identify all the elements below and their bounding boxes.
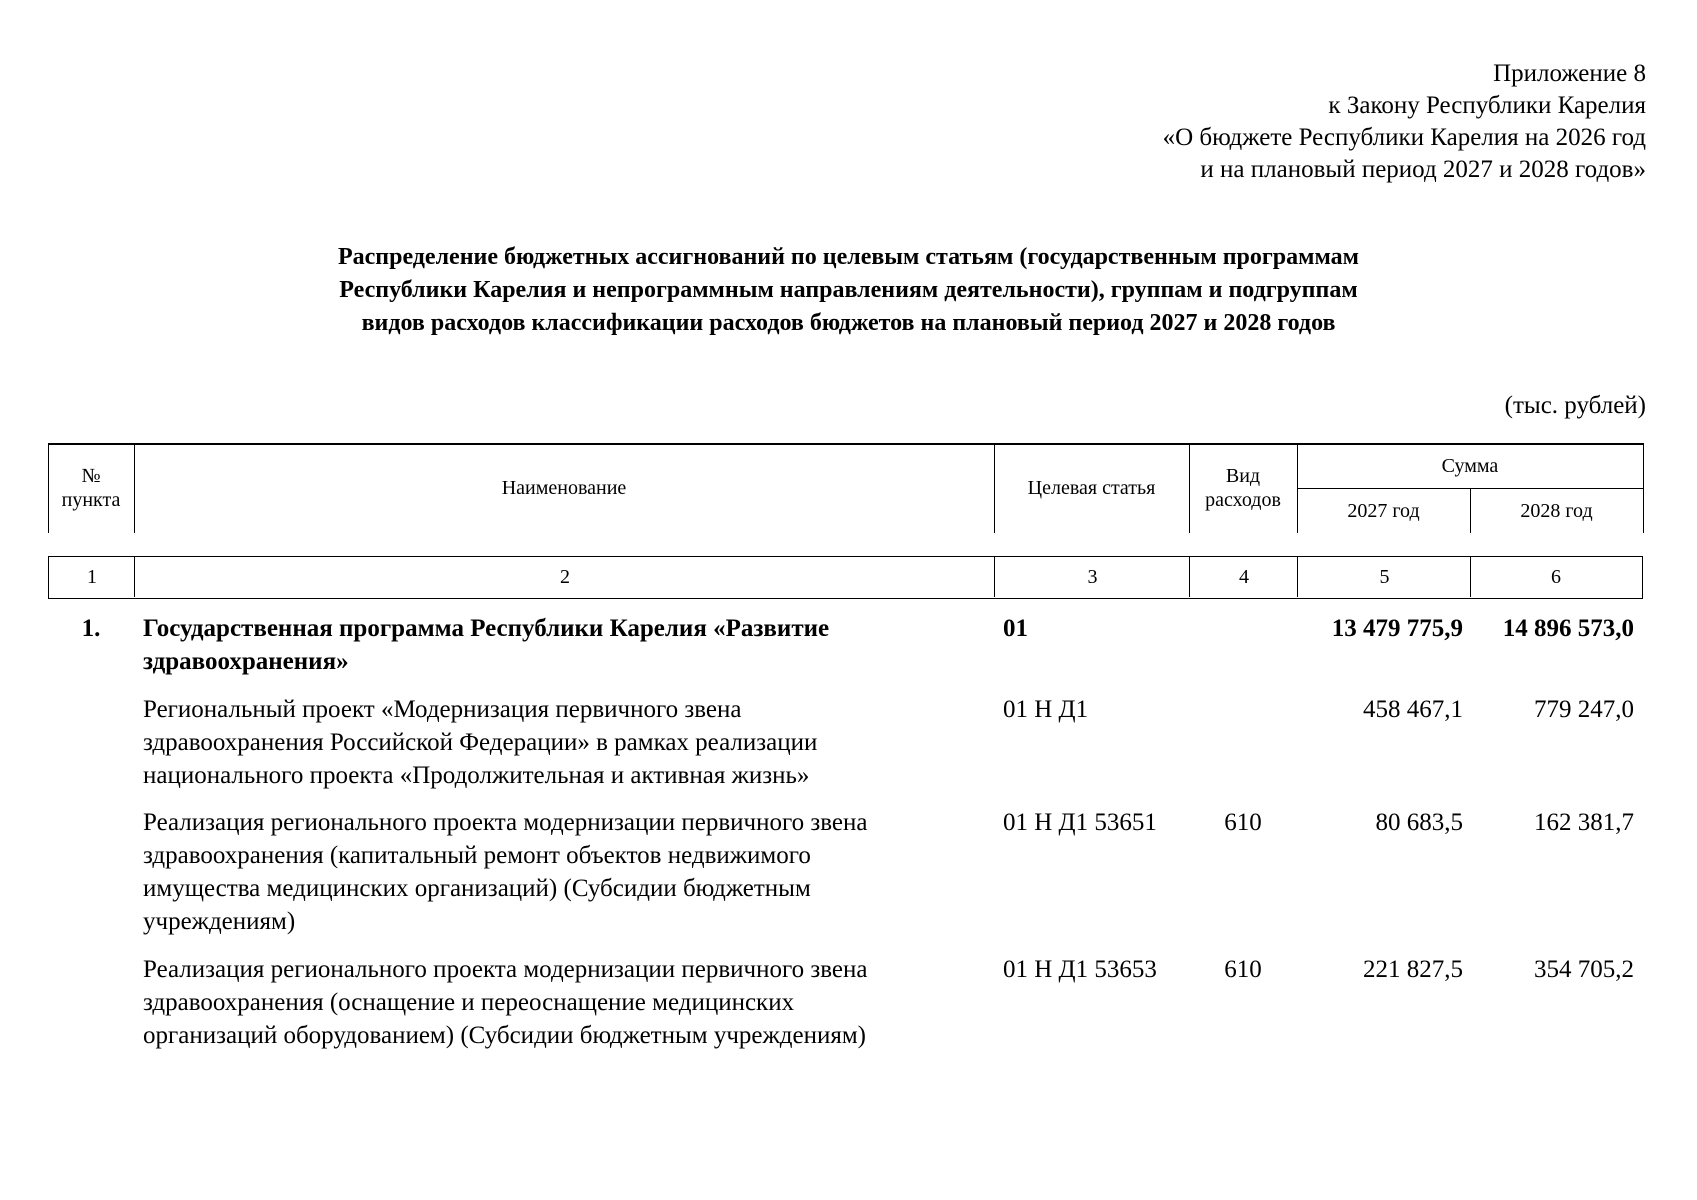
- row-name: Государственная программа Республики Карелия «Развитие здравоохранения»: [143, 615, 830, 675]
- row-amount-2028: 354 705,2: [1534, 956, 1634, 983]
- column-number: 5: [1379, 565, 1390, 588]
- title-line-2: Республики Карелия и непрограммным направлениям деятельности), группам и подгруппам: [339, 277, 1358, 303]
- table-header: [48, 443, 1643, 533]
- header-year2-label: 2028 год: [1520, 499, 1593, 522]
- column-number: 2: [560, 565, 570, 588]
- row-amount-2027: 221 827,5: [1363, 956, 1463, 983]
- header-year1-label: 2027 год: [1347, 499, 1420, 522]
- header-code-label: Целевая статья: [1027, 477, 1156, 499]
- header-num-symbol: №: [81, 465, 101, 487]
- row-amount-2028: 779 247,0: [1534, 696, 1634, 723]
- row-number: 1.: [81, 615, 101, 642]
- row-amount-2027: 13 479 775,9: [1331, 615, 1463, 642]
- header-name-cell: [134, 443, 994, 533]
- row-amount-2027: 458 467,1: [1363, 696, 1463, 723]
- document-title: [0, 241, 1697, 340]
- row-amount-2028: 162 381,7: [1534, 809, 1634, 836]
- column-number: 1: [87, 565, 97, 588]
- row-expense-type: 610: [1224, 956, 1262, 983]
- header-vid-cell: [1189, 443, 1297, 533]
- title-line-3: видов расходов классификации расходов бюджетов на плановый период 2027 и 2028 годов: [361, 310, 1336, 336]
- row-target-article: 01 Н Д1 53653: [1003, 956, 1157, 983]
- row-name: Реализация регионального проекта модернизации первичного звена здравоохранения (капитальный ремонт объектов недвижимого имущества медицинских организаций) (Субсидии бюджетным учреждениям): [143, 809, 868, 935]
- appendix-header: [1163, 58, 1646, 186]
- row-amount-2027: 80 683,5: [1375, 809, 1463, 836]
- header-year2-cell: [1470, 488, 1643, 533]
- appendix-line-2: к Закону Республики Карелия: [1328, 92, 1646, 119]
- row-expense-type: 610: [1224, 809, 1262, 836]
- header-summa-cell: [1297, 443, 1643, 488]
- header-vid-label-2: расходов: [1205, 489, 1281, 511]
- header-code-cell: [994, 443, 1189, 533]
- row-target-article: 01 Н Д1: [1003, 696, 1089, 723]
- row-name: Реализация регионального проекта модернизации первичного звена здравоохранения (оснащение и переоснащение медицинских организаций оборудованием) (Субсидии бюджетным учреждениям): [143, 956, 868, 1049]
- row-target-article: 01: [1003, 615, 1028, 642]
- header-year1-cell: [1297, 488, 1470, 533]
- header-vid-label-1: Вид: [1225, 465, 1261, 487]
- header-summa-label: Сумма: [1441, 454, 1499, 477]
- row-name: Региональный проект «Модернизация первичного звена здравоохранения Российской Федерации» в рамках реализации национального проекта «Продолжительная и активная жизнь»: [143, 696, 818, 789]
- column-number: 6: [1551, 565, 1561, 588]
- column-number: 4: [1239, 565, 1249, 588]
- appendix-line-1: Приложение 8: [1493, 60, 1646, 87]
- title-line-1: Распределение бюджетных ассигнований по целевым статьям (государственным программам: [337, 244, 1360, 270]
- appendix-line-3: «О бюджете Республики Карелия на 2026 год: [1162, 124, 1646, 151]
- row-amount-2028: 14 896 573,0: [1502, 615, 1634, 642]
- appendix-line-4: и на плановый период 2027 и 2028 годов»: [1200, 156, 1646, 183]
- units-note: (тыс. рублей): [1504, 392, 1646, 419]
- header-num-cell: [48, 443, 134, 533]
- column-number-row: [48, 556, 1643, 599]
- row-target-article: 01 Н Д1 53651: [1003, 809, 1157, 836]
- column-number: 3: [1087, 565, 1098, 588]
- header-divider: [1643, 443, 1644, 533]
- header-name-label: Наименование: [501, 477, 627, 499]
- header-num-label: пункта: [61, 489, 121, 511]
